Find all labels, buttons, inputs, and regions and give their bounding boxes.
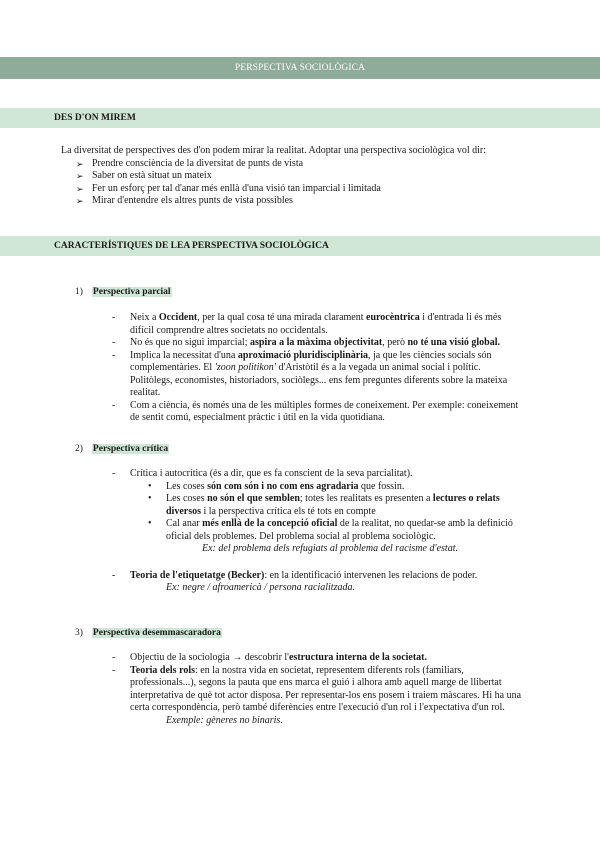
example-text: Exemple: gèneres no binaris. [166,714,283,726]
section-title: CARACTERÍSTIQUES DE LEA PERSPECTIVA SOCIOLÒGICA [54,241,329,251]
list-item: - Com a ciència, és només una de les múltiples formes de coneixement. Per exemple: coneixement de sentit comú, especialment pràctic i útil en la vida quotidiana. [112,399,519,423]
list-item: - Teoria dels rols: en la nostra vida en societat, representem diferents rols (familiars, professionals...), segons la pauta que ens marca el guió i alhora amb aquell marge de llibertat interpretativa de què tot actor disposa. Per representar-los ens posem i traiem màscares. Hi ha una certa correspondència, però també diferències entre l'execució d'un rol i l'expectativa d'un rol. [112,664,522,713]
perspective-list [76,158,551,208]
list-item: ➢ Mirar d'entendre els altres punts de vista possibles [76,195,293,206]
arrow-bullet-icon: ➢ [76,196,84,206]
page-title-bar [0,57,600,79]
arrow-bullet-icon: ➢ [76,171,84,181]
section-heading-caracteristiques [0,236,600,256]
list-item: - Objectiu de la sociologia → descobrir l'estructura interna de la societat. [112,652,428,663]
example-text: Ex: negre / afroamericà / persona racialitzada. [166,582,355,593]
subsection-title-critica: 2) Perspectiva crítica [75,444,169,454]
list-item: - No és que no sigui imparcial; aspira a la màxima objectivitat, però no té una visió global. [112,337,500,348]
section-title: DES D'ON MIREM [54,113,136,123]
list-item: • Cal anar més enllà de la concepció oficial de la realitat, no quedar-se amb la definició oficial dels problemes. Del problema social al problema sociològic. [148,518,513,542]
intro-block [61,145,551,208]
subsection-title-desemmascaradora: 3) Perspectiva desemmascaradora [75,628,221,638]
arrow-bullet-icon: ➢ [76,183,84,194]
desemmascaradora-content [112,652,532,727]
list-item: ➢ Prendre consciència de la diversitat de punts de vista [76,157,304,169]
parcial-content [112,312,522,425]
list-item: ➢ Fer un esforç per tal d'anar més enllà d'una visió tan imparcial i limitada [76,182,381,194]
list-item: - Implica la necessitat d'una aproximació pluridisciplinària, ja que les ciències socials són complementàries. El 'zoon politikon' d'Aristòtil és a la vegada un animal social i polític. Politòlegs, economistes, historiadors, sociòlegs... ens fem preguntes diferents sobre la mateixa realitat. [112,349,508,398]
subsection-title-parcial: 1) Perspectiva parcial [75,287,171,297]
list-item: • Les coses no són el que semblen; totes les realitats es presenten a lectures o relats diversos i la perspectiva crítica els té tots en compte [148,493,500,517]
list-item: - Neix a Occident, per la qual cosa té una mirada clarament eurocèntrica i d'entrada li és més difícil comprendre altres societats no occidentals. [112,312,502,336]
critica-content [112,468,532,595]
list-item: • Les coses són com són i no com ens agradaria que fossin. [148,480,405,492]
section-heading-des-don-mirem [0,108,600,128]
page-title: PERSPECTIVA SOCIOLÒGICA [234,63,366,73]
list-item: - Teoria de l'etiquetatge (Becker): en la identificació intervenen les relacions de poder. [112,569,478,581]
intro-text: La diversitat de perspectives des d'on podem mirar la realitat. Adoptar una perspectiva sociològica vol dir: [61,145,486,156]
list-item: - Crítica i autocrítica (és a dir, que es fa conscient de la seva parcialitat). [112,468,413,479]
example-text: Ex: del problema dels refugiats al problema del racisme d'estat. [202,543,458,554]
arrow-bullet-icon: ➢ [76,158,84,169]
list-item: ➢ Saber on està situat un mateix [76,170,212,181]
